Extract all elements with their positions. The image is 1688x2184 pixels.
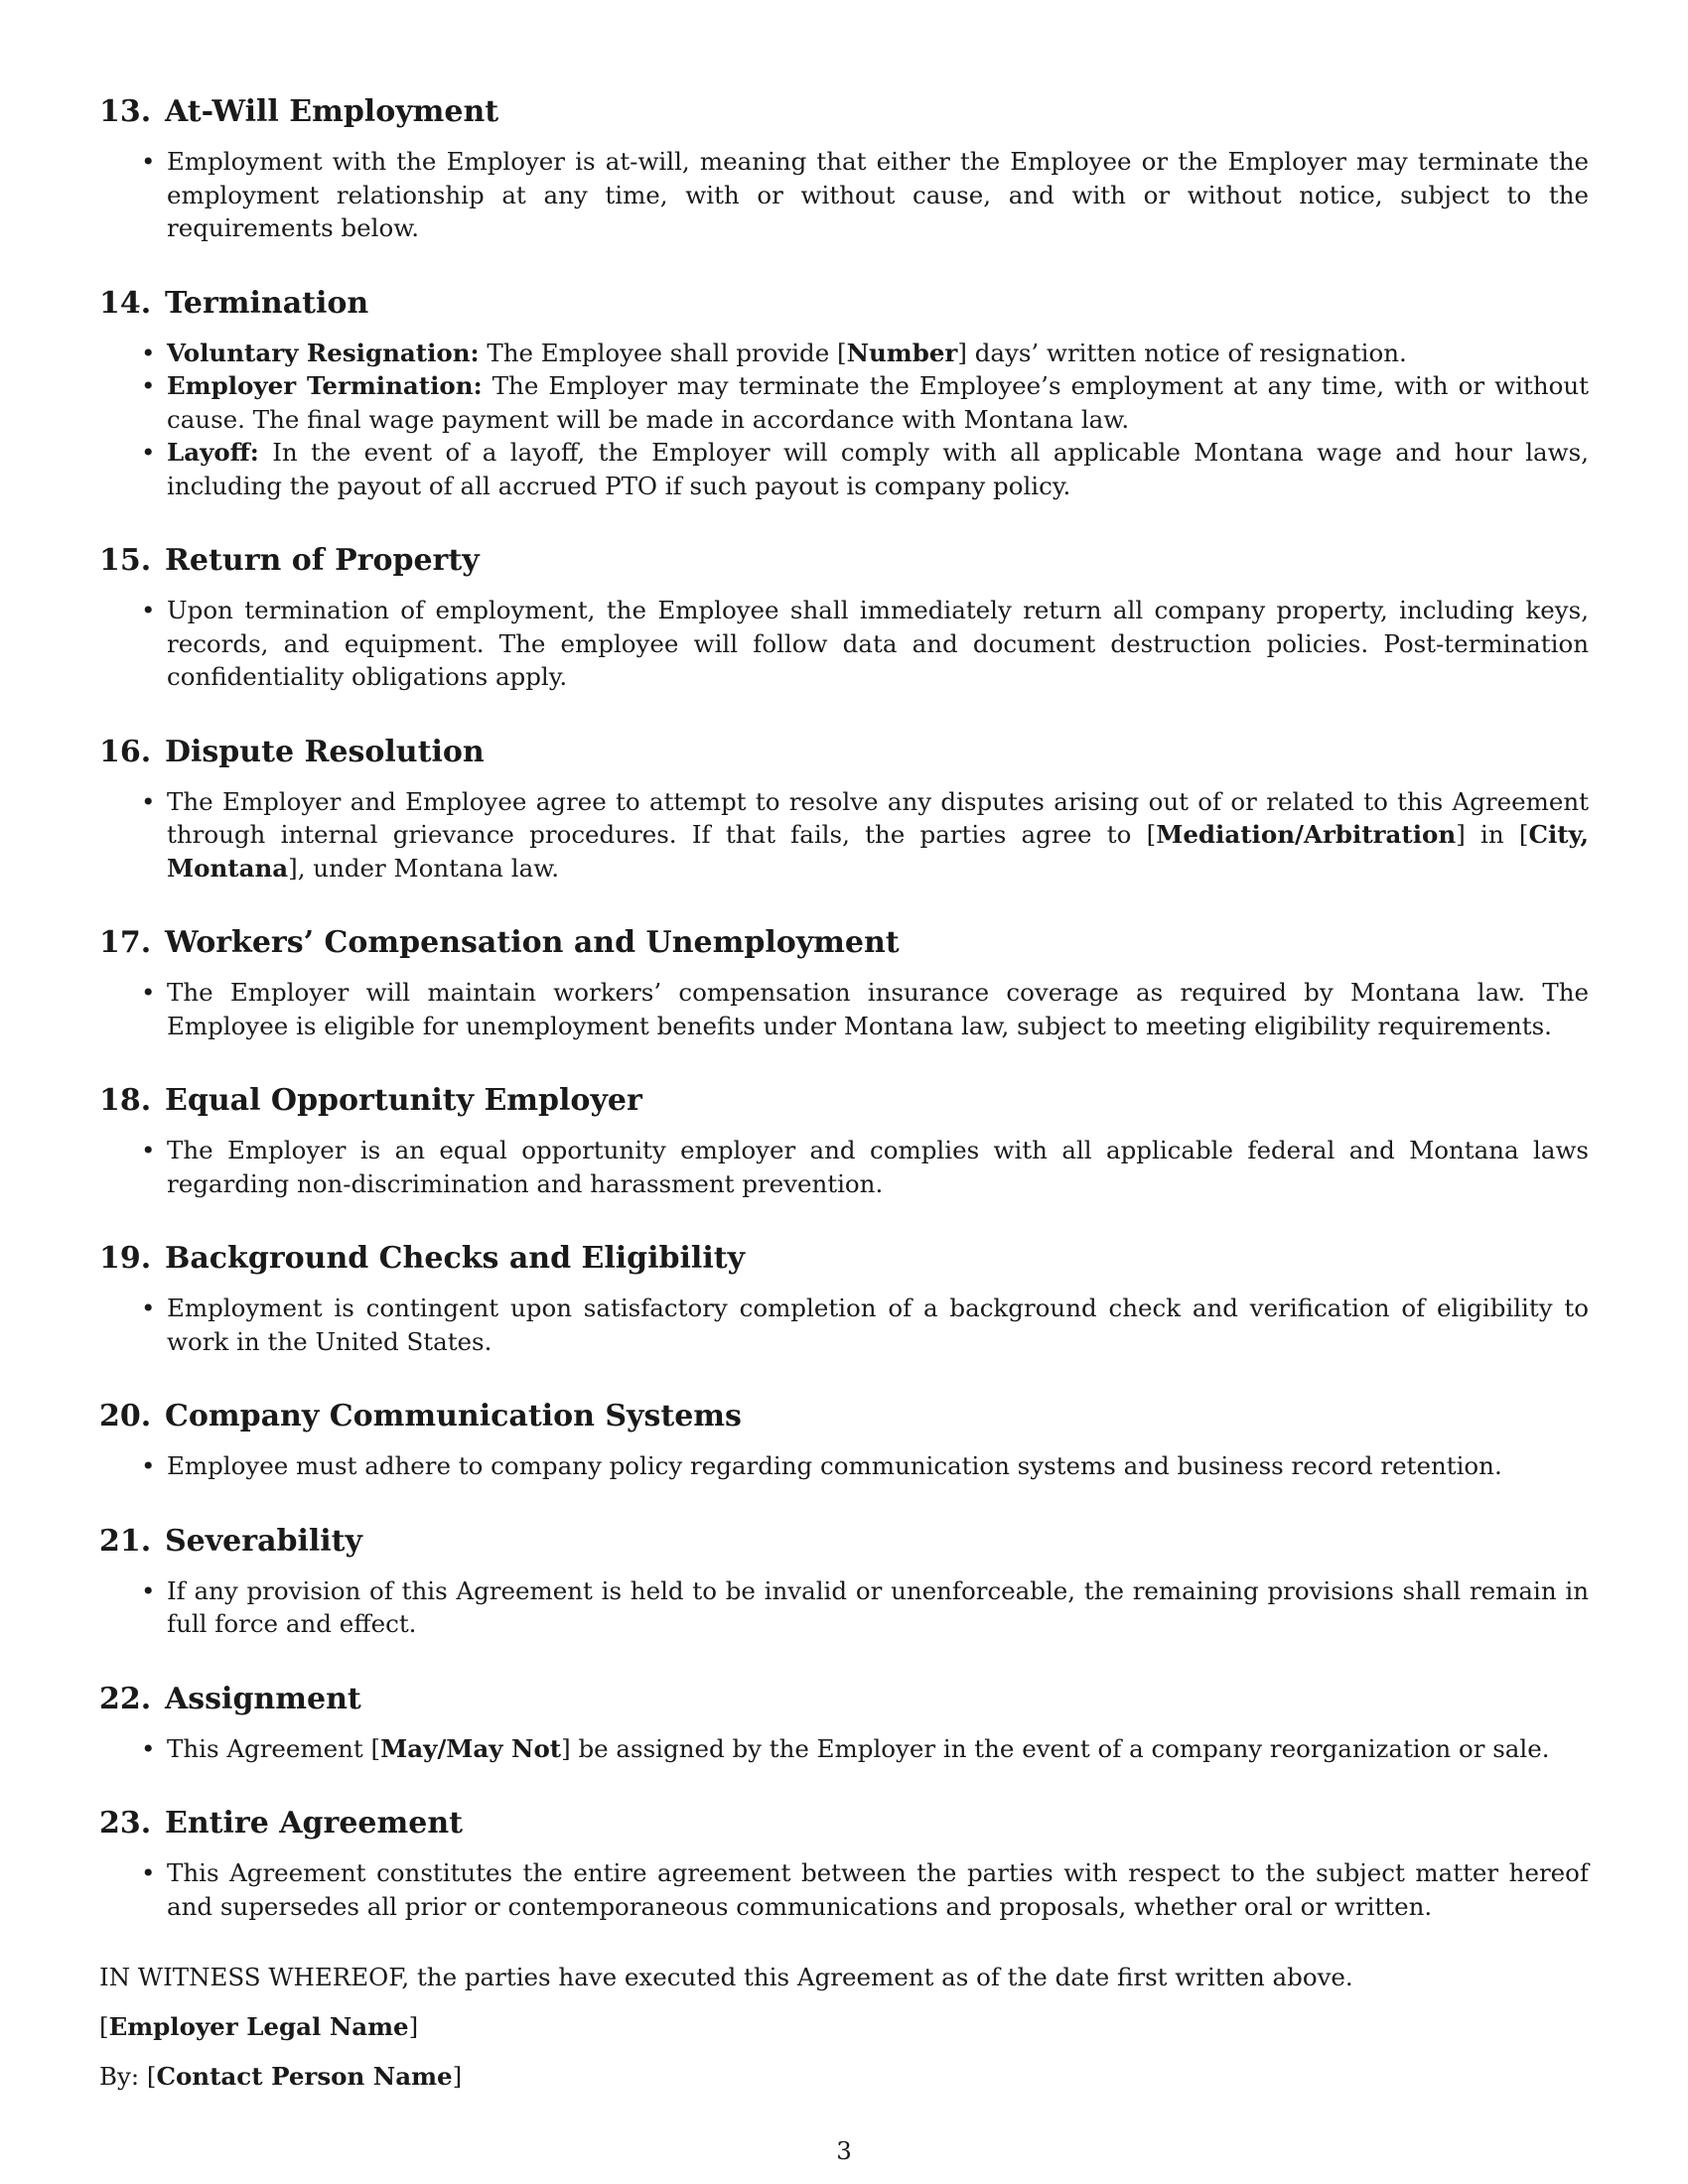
section-17 — [99, 922, 1589, 1042]
emphasis-text: Number — [846, 338, 958, 367]
section-heading — [99, 283, 1589, 325]
bullet-list — [99, 1449, 1589, 1483]
by-label: By: — [99, 2062, 147, 2091]
emphasis-text: Layoff: — [167, 438, 259, 467]
bullet-icon: • — [141, 1451, 156, 1480]
bullet-icon: • — [141, 786, 156, 816]
body-text: ] be assigned by the Employer in the event of a company reorganization or sale. — [561, 1733, 1550, 1763]
section-number: 18. — [99, 1083, 152, 1118]
bullet-icon: • — [141, 147, 156, 176]
bullet-icon: • — [141, 438, 156, 467]
section-title: Return of Property — [165, 543, 480, 578]
section-heading — [99, 732, 1589, 773]
bullet-icon: • — [141, 596, 156, 624]
section-number: 14. — [99, 285, 152, 321]
list-item — [99, 785, 1589, 886]
bullet-list — [99, 1134, 1589, 1200]
contact-person-name: Contact Person Name — [156, 2062, 453, 2091]
section-title: Workers’ Compensation and Unemployment — [165, 925, 900, 960]
signature-block — [99, 1961, 1589, 2094]
body-text: ] in [ — [1456, 820, 1529, 849]
section-heading — [99, 91, 1589, 133]
section-number: 23. — [99, 1806, 152, 1841]
body-text: ] days’ written notice of resignation. — [957, 338, 1407, 367]
document-body — [99, 91, 1589, 2110]
body-text: Employment is contingent upon satisfactory completion of a background check and verification of eligibility to work in the United States. — [167, 1294, 1589, 1356]
body-text: Employee must adhere to company policy regarding communication systems and business record retention. — [167, 1451, 1502, 1480]
body-text: This Agreement constitutes the entire agreement between the parties with respect to the subject matter hereof and supersedes all prior or contemporaneous communications and proposals, whether oral or written. — [167, 1858, 1589, 1921]
section-number: 17. — [99, 925, 152, 960]
list-item — [99, 594, 1589, 694]
section-title: At-Will Employment — [165, 94, 499, 129]
bullet-icon: • — [141, 978, 156, 1007]
section-title: Assignment — [165, 1681, 361, 1716]
bullet-list — [99, 785, 1589, 886]
section-21 — [99, 1521, 1589, 1641]
section-23 — [99, 1803, 1589, 1923]
body-text: The Employer and Employee agree to attempt to resolve any disputes arising out of or related to this Agreement through internal grievance procedures. If that fails, the parties agree to [ — [167, 786, 1589, 849]
section-18 — [99, 1080, 1589, 1200]
emphasis-text: May/May Not — [380, 1733, 562, 1763]
list-item — [99, 369, 1589, 436]
list-item — [99, 1574, 1589, 1641]
list-item — [99, 145, 1589, 245]
list-item — [99, 1732, 1589, 1766]
section-title: Dispute Resolution — [165, 734, 485, 769]
bullet-icon: • — [141, 1575, 156, 1605]
section-title: Equal Opportunity Employer — [165, 1083, 642, 1118]
section-heading — [99, 1080, 1589, 1122]
section-22 — [99, 1679, 1589, 1766]
section-19 — [99, 1238, 1589, 1358]
bullet-list — [99, 594, 1589, 694]
section-number: 22. — [99, 1681, 152, 1716]
body-text: The Employee shall provide [ — [479, 338, 847, 367]
section-number: 16. — [99, 734, 152, 769]
list-item — [99, 1449, 1589, 1483]
section-heading — [99, 1679, 1589, 1720]
witness-statement: IN WITNESS WHEREOF, the parties have executed this Agreement as of the date first written above. — [99, 1963, 1353, 1991]
section-heading — [99, 1396, 1589, 1437]
bullet-list — [99, 976, 1589, 1042]
bullet-list — [99, 1574, 1589, 1641]
bracket-open: [ — [99, 2012, 109, 2041]
bullet-list — [99, 145, 1589, 245]
signatory-line — [99, 2060, 1589, 2094]
bullet-icon: • — [141, 1858, 156, 1887]
bullet-icon: • — [141, 1136, 156, 1164]
list-item — [99, 1134, 1589, 1200]
employer-legal-name: Employer Legal Name — [108, 2012, 409, 2041]
section-title: Company Communication Systems — [165, 1399, 742, 1433]
bracket-close: ] — [452, 2062, 463, 2091]
bullet-icon: • — [141, 1733, 156, 1763]
body-text: The Employer may terminate the Employee’s employment at any time, with or without cause. The final wage payment will be made in accordance with Montana law. — [167, 371, 1589, 434]
section-heading — [99, 922, 1589, 964]
section-title: Background Checks and Eligibility — [165, 1241, 746, 1276]
emphasis-text: Voluntary Resignation: — [167, 338, 480, 367]
body-text: In the event of a layoff, the Employer will comply with all applicable Montana wage and hour laws, including the payout of all accrued PTO if such payout is company policy. — [167, 438, 1589, 500]
body-text: This Agreement [ — [167, 1733, 381, 1763]
section-number: 21. — [99, 1523, 152, 1559]
section-title: Entire Agreement — [165, 1806, 463, 1841]
body-text: Employment with the Employer is at-will, meaning that either the Employee or the Employer may terminate the employment relationship at any time, with or without cause, and with or without notice, subject to the requirements below. — [167, 147, 1589, 242]
list-item — [99, 976, 1589, 1042]
list-item — [99, 1292, 1589, 1358]
section-number: 15. — [99, 543, 152, 578]
section-13 — [99, 91, 1589, 245]
bullet-icon: • — [141, 371, 156, 400]
bullet-list — [99, 1292, 1589, 1358]
section-heading — [99, 1803, 1589, 1844]
body-text: The Employer will maintain workers’ compensation insurance coverage as required by Montana law. The Employee is eligible for unemployment benefits under Montana law, subject to meeting eligibility requirements. — [167, 978, 1589, 1040]
body-text: The Employer is an equal opportunity employer and complies with all applicable federal and Montana laws regarding non-discrimination and harassment prevention. — [167, 1136, 1589, 1198]
section-number: 19. — [99, 1241, 152, 1276]
section-20 — [99, 1396, 1589, 1483]
body-text: ], under Montana law. — [288, 853, 560, 883]
emphasis-text: Employer Termination: — [167, 371, 483, 400]
section-heading — [99, 540, 1589, 582]
bullet-list — [99, 1732, 1589, 1766]
section-number: 20. — [99, 1399, 152, 1433]
bullet-list — [99, 337, 1589, 503]
section-16 — [99, 732, 1589, 886]
page-number: 3 — [836, 2136, 852, 2165]
body-text: If any provision of this Agreement is held to be invalid or unenforceable, the remaining provisions shall remain in full force and effect. — [167, 1575, 1589, 1638]
section-14 — [99, 283, 1589, 503]
bracket-open: [ — [146, 2062, 157, 2091]
bullet-icon: • — [141, 338, 156, 367]
list-item — [99, 1856, 1589, 1923]
employer-line — [99, 2010, 1589, 2044]
emphasis-text: Mediation/Arbitration — [1156, 820, 1457, 849]
section-heading — [99, 1521, 1589, 1563]
emphasis-text: City, Montana — [167, 820, 1589, 883]
section-title: Termination — [165, 285, 369, 321]
bullet-list — [99, 1856, 1589, 1923]
list-item — [99, 436, 1589, 502]
bracket-close: ] — [408, 2012, 419, 2041]
bullet-icon: • — [141, 1294, 156, 1322]
list-item — [99, 337, 1589, 370]
body-text: Upon termination of employment, the Employee shall immediately return all company property, including keys, records, and equipment. The employee will follow data and document destruction policies. Post-termination confidentiality obligations apply. — [167, 596, 1589, 691]
section-heading — [99, 1238, 1589, 1280]
section-number: 13. — [99, 94, 152, 129]
section-15 — [99, 540, 1589, 694]
section-title: Severability — [165, 1523, 362, 1559]
